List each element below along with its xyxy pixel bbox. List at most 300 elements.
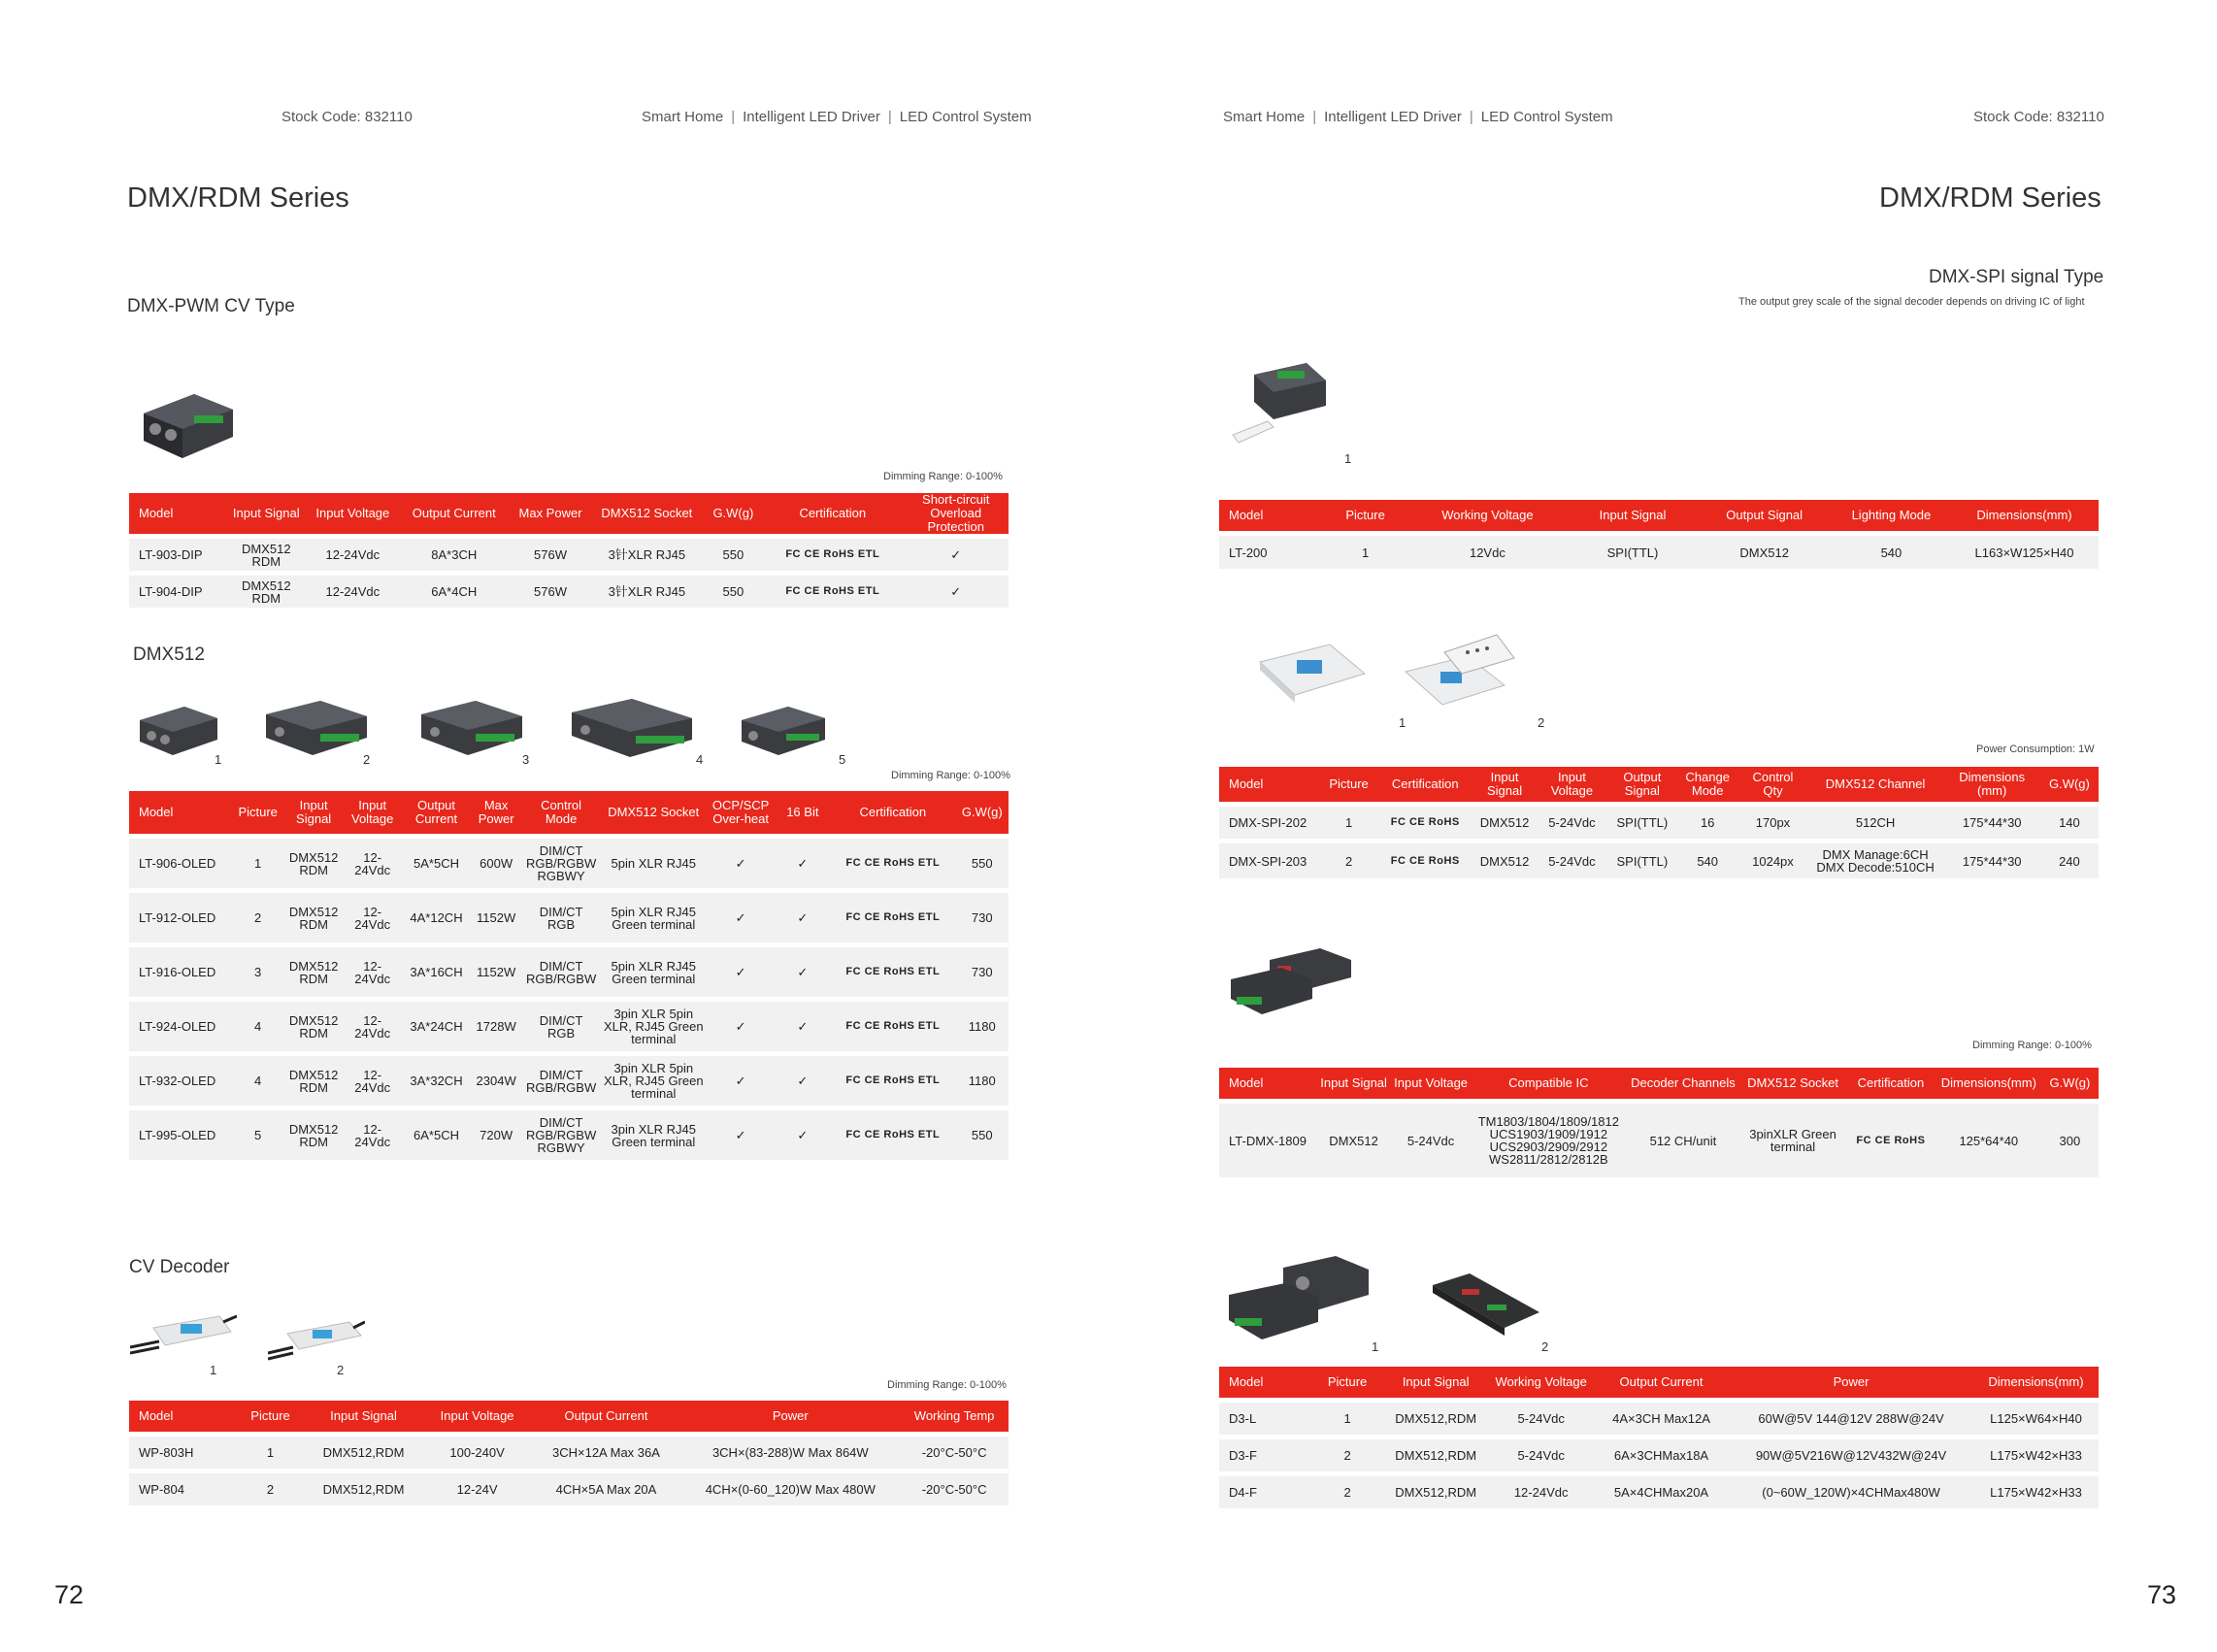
certification-logos: FC CE RoHS [1377, 807, 1473, 839]
col-header: Control Mode [521, 791, 601, 834]
table-cell: 60W@5V 144@12V 288W@24V [1729, 1403, 1973, 1435]
picture-label: 4 [696, 752, 704, 767]
table-cell: LT-904-DIP [129, 576, 223, 608]
table-cell: -20°C-50°C [900, 1437, 1009, 1469]
table-cell: 3针XLR RJ45 [589, 539, 705, 571]
table-cell: 576W [512, 576, 589, 608]
picture-label: 1 [210, 1363, 217, 1377]
table-cell: 4 [232, 1002, 284, 1051]
certification-logos: FC CE RoHS ETL [830, 893, 956, 942]
table-cell: 5-24Vdc [1390, 1104, 1472, 1177]
col-header: Change Mode [1676, 767, 1738, 802]
col-header: Power [1729, 1367, 1973, 1398]
table-cell: LT-903-DIP [129, 539, 223, 571]
col-header: Dimensions (mm) [1943, 767, 2039, 802]
table-cell: D3-L [1219, 1403, 1311, 1435]
table-cell: 8A*3CH [396, 539, 512, 571]
product-image-lt200 [1229, 357, 1336, 464]
table-cell: LT-912-OLED [129, 893, 232, 942]
table-cell: L175×W42×H33 [1973, 1439, 2099, 1471]
table-row [129, 1437, 1009, 1469]
table-cell: 175*44*30 [1943, 807, 2039, 839]
table-cell: 6A×3CHMax18A [1594, 1439, 1729, 1471]
col-header: DMX512 Socket [601, 791, 707, 834]
table-header-row [129, 1401, 1009, 1432]
table-cell: DIM/CT RGB [521, 1002, 601, 1051]
table-row [1219, 1439, 2099, 1471]
product-image-1 [136, 701, 219, 759]
table-cell: DMX-SPI-203 [1219, 843, 1321, 878]
table-cell: 4A×3CH Max12A [1594, 1403, 1729, 1435]
check-icon: ✓ [903, 576, 1009, 608]
table-cell: 5 [232, 1110, 284, 1160]
table-cell: 540 [1676, 843, 1738, 878]
section-title-spi: DMX-SPI signal Type [1929, 267, 2104, 287]
col-header: Compatible IC [1472, 1068, 1626, 1099]
table-cell: 540 [1833, 536, 1950, 569]
col-header: Dimensions(mm) [1950, 500, 2099, 531]
col-header: Output Current [1594, 1367, 1729, 1398]
table-cell: 550 [705, 576, 762, 608]
certification-logos: FC CE RoHS ETL [830, 1002, 956, 1051]
table-cell: 6A*5CH [402, 1110, 471, 1160]
table-row [1219, 807, 2099, 839]
nav-item: LED Control System [899, 109, 1032, 125]
table-cell: 12-24Vdc [343, 1110, 402, 1160]
col-header: Input Signal [284, 791, 344, 834]
table-cell: 5pin XLR RJ45 Green terminal [601, 893, 707, 942]
table-cell: 3pin XLR RJ45 Green terminal [601, 1110, 707, 1160]
table-row [129, 576, 1009, 608]
col-header: Max Power [512, 493, 589, 534]
table-cell: 12-24Vdc [343, 1056, 402, 1106]
table-cell: DMX512,RDM [1383, 1476, 1489, 1508]
table-cell: SPI(TTL) [1608, 807, 1676, 839]
col-header: Working Temp [900, 1401, 1009, 1432]
check-icon: ✓ [903, 539, 1009, 571]
col-header: Model [129, 791, 232, 834]
product-image-d3-f [1429, 1268, 1545, 1345]
col-header: Input Voltage [423, 1401, 532, 1432]
table-cell: D4-F [1219, 1476, 1311, 1508]
product-image-lt903 [136, 386, 237, 464]
section-title-pwm: DMX-PWM CV Type [127, 296, 295, 316]
table-cell: LT-DMX-1809 [1219, 1104, 1317, 1177]
table-row [129, 1110, 1009, 1160]
table-cell: DMX512,RDM [304, 1437, 422, 1469]
table-cell: 4CH×5A Max 20A [531, 1473, 680, 1505]
table-cell: 512 CH/unit [1626, 1104, 1740, 1177]
picture-label: 1 [1372, 1339, 1379, 1354]
table-cell: 550 [956, 1110, 1009, 1160]
col-header: Short-circuit Overload Protection [903, 493, 1009, 534]
table-cell: 12-24Vdc [343, 893, 402, 942]
check-icon: ✓ [707, 1002, 776, 1051]
col-header: Input Signal [304, 1401, 422, 1432]
table-row [1219, 1104, 2099, 1177]
table-cell: 240 [2040, 843, 2099, 878]
col-header: Certification [1377, 767, 1473, 802]
table-cell: 5-24Vdc [1488, 1403, 1594, 1435]
table-cell: 170px [1738, 807, 1806, 839]
table-cell: D3-F [1219, 1439, 1311, 1471]
table-cell: 12Vdc [1406, 536, 1569, 569]
check-icon: ✓ [707, 893, 776, 942]
table-header-row [1219, 500, 2099, 531]
table-row [129, 947, 1009, 997]
table-cell: 300 [2041, 1104, 2099, 1177]
table-cell: 4CH×(0-60_120)W Max 480W [680, 1473, 900, 1505]
col-header: Model [1219, 500, 1325, 531]
nav-item: Smart Home [1223, 109, 1306, 125]
table-cell: 175*44*30 [1943, 843, 2039, 878]
table-cell: 12-24Vdc [1488, 1476, 1594, 1508]
table-cell: DMX512 RDM [284, 893, 344, 942]
table-cell: DIM/CT RGB [521, 893, 601, 942]
table-cell: DMX512 RDM [284, 1002, 344, 1051]
picture-label: 2 [1538, 715, 1545, 730]
table-cell: DMX512 RDM [223, 576, 309, 608]
table-cell: LT-916-OLED [129, 947, 232, 997]
table-row [1219, 843, 2099, 878]
table-cell: 100-240V [423, 1437, 532, 1469]
table-cell: 1180 [956, 1056, 1009, 1106]
table-cell: DIM/CT RGB/RGBW [521, 1056, 601, 1106]
table-cell: LT-924-OLED [129, 1002, 232, 1051]
table-row [129, 539, 1009, 571]
col-header: Picture [232, 791, 284, 834]
table-cell: 1152W [471, 947, 521, 997]
table-cell: 3针XLR RJ45 [589, 576, 705, 608]
dimming-note: Dimming Range: 0-100% [883, 471, 1003, 482]
table-cell: 3CH×(83-288)W Max 864W [680, 1437, 900, 1469]
table-cell: 12-24Vdc [343, 947, 402, 997]
cv-decoder-spec-table [129, 1396, 1009, 1510]
col-header: Decoder Channels [1626, 1068, 1740, 1099]
table-cell: 5A×4CHMax20A [1594, 1476, 1729, 1508]
table-cell: DMX512 [1473, 807, 1536, 839]
table-cell: 1152W [471, 893, 521, 942]
product-image-3 [417, 697, 524, 759]
table-cell: 3pin XLR 5pin XLR, RJ45 Green terminal [601, 1056, 707, 1106]
table-cell: DMX512 [1473, 843, 1536, 878]
picture-label: 2 [363, 752, 371, 767]
col-header: G.W(g) [705, 493, 762, 534]
table-cell: 1 [1321, 807, 1377, 839]
table-cell: 2 [1321, 843, 1377, 878]
table-cell: 4A*12CH [402, 893, 471, 942]
col-header: DMX512 Socket [1740, 1068, 1845, 1099]
check-icon: ✓ [776, 893, 830, 942]
product-image-2 [262, 697, 369, 759]
table-cell: 125*64*40 [1936, 1104, 2041, 1177]
table-cell: 16 [1676, 807, 1738, 839]
product-image-wp803h [130, 1308, 237, 1367]
table-cell: LT-200 [1219, 536, 1325, 569]
col-header: Picture [1325, 500, 1406, 531]
table-row [1219, 1403, 2099, 1435]
check-icon: ✓ [776, 1110, 830, 1160]
table-header-row [1219, 1367, 2099, 1398]
col-header: Certification [762, 493, 903, 534]
table-cell: 1 [237, 1437, 305, 1469]
table-cell: LT-906-OLED [129, 839, 232, 888]
series-title: DMX/RDM Series [1879, 182, 2101, 214]
col-header: Max Power [471, 791, 521, 834]
check-icon: ✓ [707, 839, 776, 888]
col-header: Input Signal [223, 493, 309, 534]
picture-label: 5 [839, 752, 846, 767]
table-cell: DMX512,RDM [1383, 1439, 1489, 1471]
table-cell: 6A*4CH [396, 576, 512, 608]
table-cell: DIM/CT RGB/RGBW RGBWY [521, 1110, 601, 1160]
table-cell: LT-932-OLED [129, 1056, 232, 1106]
col-header: Dimensions(mm) [1936, 1068, 2041, 1099]
table-cell: 2304W [471, 1056, 521, 1106]
certification-logos: FC CE RoHS ETL [830, 1110, 956, 1160]
table-cell: 1728W [471, 1002, 521, 1051]
table-cell: DMX512 RDM [284, 1056, 344, 1106]
picture-label: 2 [337, 1363, 345, 1377]
pwm-spec-table [129, 488, 1009, 612]
table-cell: L175×W42×H33 [1973, 1476, 2099, 1508]
table-cell: 3A*32CH [402, 1056, 471, 1106]
col-header: Input Signal [1317, 1068, 1390, 1099]
col-header: Input Voltage [1390, 1068, 1472, 1099]
certification-logos: FC CE RoHS ETL [830, 947, 956, 997]
dmx512-spec-table [129, 786, 1009, 1165]
check-icon: ✓ [776, 947, 830, 997]
col-header: 16 Bit [776, 791, 830, 834]
table-cell: 2 [237, 1473, 305, 1505]
table-cell: L125×W64×H40 [1973, 1403, 2099, 1435]
col-header: Input Signal [1569, 500, 1696, 531]
table-header-row [1219, 767, 2099, 802]
section-title-cv-decoder: CV Decoder [129, 1257, 230, 1277]
table-cell: DMX512 [1317, 1104, 1390, 1177]
col-header: Input Signal [1383, 1367, 1489, 1398]
col-header: Lighting Mode [1833, 500, 1950, 531]
table-cell: 2 [1311, 1476, 1383, 1508]
table-cell: 140 [2040, 807, 2099, 839]
table-cell: 12-24Vdc [309, 576, 396, 608]
col-header: Output Current [396, 493, 512, 534]
picture-label: 1 [215, 752, 222, 767]
page-number: 73 [2147, 1580, 2177, 1609]
table-cell: 512CH [1807, 807, 1944, 839]
certification-logos: FC CE RoHS ETL [830, 839, 956, 888]
col-header: OCP/SCP Over-heat [707, 791, 776, 834]
table-cell: WP-804 [129, 1473, 237, 1505]
product-image-dmx-spi-202 [1256, 639, 1373, 716]
lt200-spec-table [1219, 495, 2099, 574]
table-cell: SPI(TTL) [1569, 536, 1696, 569]
table-cell: 3A*16CH [402, 947, 471, 997]
stock-code: Stock Code: 832110 [281, 109, 413, 125]
certification-logos: FC CE RoHS ETL [762, 539, 903, 571]
table-cell: 730 [956, 947, 1009, 997]
table-cell: DMX512 RDM [284, 947, 344, 997]
certification-logos: FC CE RoHS [1377, 843, 1473, 878]
table-cell: DMX512,RDM [1383, 1403, 1489, 1435]
nav-item: Intelligent LED Driver [1324, 109, 1462, 125]
table-cell: DMX512,RDM [304, 1473, 422, 1505]
col-header: Working Voltage [1488, 1367, 1594, 1398]
table-cell: 5-24Vdc [1536, 843, 1608, 878]
page-number: 72 [54, 1580, 84, 1609]
dimming-note: Dimming Range: 0-100% [887, 1379, 1007, 1391]
product-image-4 [568, 695, 694, 761]
check-icon: ✓ [776, 1056, 830, 1106]
table-cell: DMX512 RDM [284, 1110, 344, 1160]
table-cell: (0~60W_120W)×4CHMax480W [1729, 1476, 1973, 1508]
table-cell: DMX512 [1697, 536, 1833, 569]
col-header: Output Signal [1608, 767, 1676, 802]
check-icon: ✓ [707, 947, 776, 997]
col-header: Working Voltage [1406, 500, 1569, 531]
col-header: Output Signal [1697, 500, 1833, 531]
dmx1809-spec-table [1219, 1063, 2099, 1182]
table-cell: 550 [956, 839, 1009, 888]
table-cell: DMX Manage:6CH DMX Decode:510CH [1807, 843, 1944, 878]
header-nav: Smart Home | Intelligent LED Driver | LED Control System [642, 109, 1032, 125]
col-header: Dimensions(mm) [1973, 1367, 2099, 1398]
spi-spec-table [1219, 762, 2099, 883]
product-image-5 [738, 701, 827, 759]
dimming-note: Dimming Range: 0-100% [1972, 1040, 2092, 1051]
col-header: Model [129, 1401, 237, 1432]
table-cell: 1 [232, 839, 284, 888]
table-cell: 1 [1325, 536, 1406, 569]
table-cell: 12-24Vdc [343, 1002, 402, 1051]
table-cell: -20°C-50°C [900, 1473, 1009, 1505]
d3-spec-table [1219, 1362, 2099, 1513]
col-header: Input Voltage [309, 493, 396, 534]
table-cell: DMX512 RDM [223, 539, 309, 571]
table-cell: 1180 [956, 1002, 1009, 1051]
table-cell: 3A*24CH [402, 1002, 471, 1051]
left-page [0, 0, 1108, 1652]
col-header: Output Current [531, 1401, 680, 1432]
table-row [129, 1473, 1009, 1505]
table-header-row [129, 791, 1009, 834]
table-row [1219, 536, 2099, 569]
table-row [129, 839, 1009, 888]
table-cell: LT-995-OLED [129, 1110, 232, 1160]
table-cell: 730 [956, 893, 1009, 942]
check-icon: ✓ [776, 839, 830, 888]
table-cell: 5pin XLR RJ45 [601, 839, 707, 888]
col-header: Input Signal [1473, 767, 1536, 802]
table-cell: WP-803H [129, 1437, 237, 1469]
col-header: DMX512 Socket [589, 493, 705, 534]
dimming-note: Dimming Range: 0-100% [891, 770, 1010, 781]
dmx512-table-body [129, 839, 1009, 1160]
table-cell: SPI(TTL) [1608, 843, 1676, 878]
check-icon: ✓ [707, 1110, 776, 1160]
picture-label: 1 [1399, 715, 1406, 730]
table-header-row [1219, 1068, 2099, 1099]
table-cell: 12-24Vdc [309, 539, 396, 571]
stock-code: Stock Code: 832110 [1973, 109, 2104, 125]
product-image-dmx-spi-203 [1400, 629, 1526, 726]
table-cell: 1024px [1738, 843, 1806, 878]
table-cell: DIM/CT RGB/RGBW [521, 947, 601, 997]
col-header: Input Voltage [343, 791, 402, 834]
table-cell: 12-24Vdc [343, 839, 402, 888]
col-header: G.W(g) [2041, 1068, 2099, 1099]
col-header: Picture [1311, 1367, 1383, 1398]
table-cell: 12-24V [423, 1473, 532, 1505]
section-subtitle: The output grey scale of the signal decoder depends on driving IC of light [1738, 296, 2085, 308]
table-cell: DMX512 RDM [284, 839, 344, 888]
header-nav: Smart Home | Intelligent LED Driver | LED Control System [1223, 109, 1613, 125]
table-cell: 2 [232, 893, 284, 942]
product-image-d3-l [1225, 1254, 1371, 1351]
table-cell: 5pin XLR RJ45 Green terminal [601, 947, 707, 997]
table-header-row [129, 493, 1009, 534]
table-cell: 90W@5V216W@12V432W@24V [1729, 1439, 1973, 1471]
col-header: Certification [830, 791, 956, 834]
table-cell: 720W [471, 1110, 521, 1160]
certification-logos: FC CE RoHS [1845, 1104, 1936, 1177]
col-header: Output Current [402, 791, 471, 834]
right-page [1108, 0, 2217, 1652]
col-header: Control Qty [1738, 767, 1806, 802]
certification-logos: FC CE RoHS ETL [762, 576, 903, 608]
table-cell: 5-24Vdc [1488, 1439, 1594, 1471]
power-note: Power Consumption: 1W [1976, 743, 2095, 755]
table-cell: 600W [471, 839, 521, 888]
col-header: Model [1219, 1068, 1317, 1099]
table-cell: DMX-SPI-202 [1219, 807, 1321, 839]
check-icon: ✓ [776, 1002, 830, 1051]
table-cell: 5A*5CH [402, 839, 471, 888]
picture-label: 3 [522, 752, 530, 767]
col-header: G.W(g) [2040, 767, 2099, 802]
col-header: Power [680, 1401, 900, 1432]
product-image-lt-dmx-1809 [1227, 946, 1353, 1024]
nav-item: Intelligent LED Driver [743, 109, 880, 125]
col-header: Picture [1321, 767, 1377, 802]
table-row [129, 893, 1009, 942]
col-header: Certification [1845, 1068, 1936, 1099]
table-cell: 3CH×12A Max 36A [531, 1437, 680, 1469]
table-cell: 3pin XLR 5pin XLR, RJ45 Green terminal [601, 1002, 707, 1051]
col-header: Model [1219, 767, 1321, 802]
col-header: DMX512 Channel [1807, 767, 1944, 802]
picture-label: 2 [1541, 1339, 1549, 1354]
table-row [129, 1056, 1009, 1106]
col-header: Model [1219, 1367, 1311, 1398]
col-header: Input Voltage [1536, 767, 1608, 802]
table-cell: 1 [1311, 1403, 1383, 1435]
table-cell: 4 [232, 1056, 284, 1106]
table-row [1219, 1476, 2099, 1508]
table-cell: DIM/CT RGB/RGBW RGBWY [521, 839, 601, 888]
table-cell: L163×W125×H40 [1950, 536, 2099, 569]
picture-label: 1 [1344, 451, 1352, 466]
table-cell: 576W [512, 539, 589, 571]
col-header: Picture [237, 1401, 305, 1432]
col-header: G.W(g) [956, 791, 1009, 834]
table-cell: 3pinXLR Green terminal [1740, 1104, 1845, 1177]
table-row [129, 1002, 1009, 1051]
col-header: Model [129, 493, 223, 534]
table-cell: 2 [1311, 1439, 1383, 1471]
product-image-wp804 [268, 1314, 365, 1369]
table-cell: 3 [232, 947, 284, 997]
